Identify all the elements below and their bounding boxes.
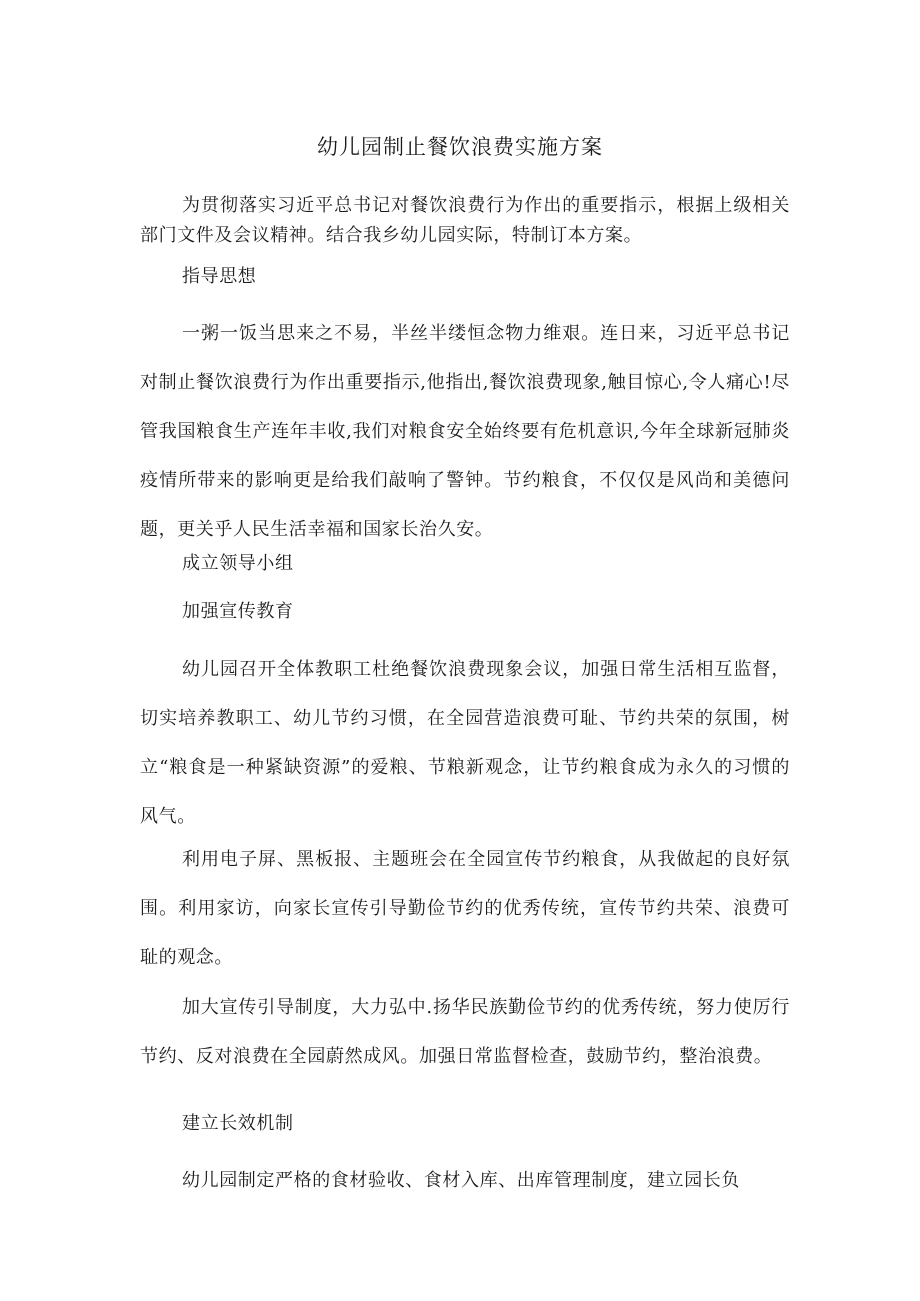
section-heading-publicity: 加强宣传教育 (182, 601, 294, 622)
paragraph-publicity-3: 加大宣传引导制度，大力弘中.扬华民族勤俭节约的优秀传统，努力使厉行节约、反对浪费在全园蔚然成风。加强日常监督检查，鼓励节约，整治浪费。 (140, 997, 790, 1067)
paragraph-mechanism: 幼儿园制定严格的食材验收、食材入库、出库管理制度，建立园长负 (182, 1170, 740, 1191)
section-heading-guiding: 指导思想 (182, 266, 257, 287)
section-heading-mechanism: 建立长效机制 (182, 1113, 294, 1134)
section-heading-group: 成立领导小组 (182, 553, 294, 574)
document-title: 幼儿园制止餐饮浪费实施方案 (317, 135, 603, 159)
intro-paragraph: 为贯彻落实习近平总书记对餐饮浪费行为作出的重要指示，根据上级相关部门文件及会议精神。结合我乡幼儿园实际，特制订本方案。 (140, 195, 790, 246)
paragraph-guiding: 一粥一饭当思来之不易，半丝半缕恒念物力维艰。连日来，习近平总书记对制止餐饮浪费行为作出重要指示,他指出,餐饮浪费现象,触目惊心,令人痛心!尽管我国粮食生产连年丰收,我们对粮食安全始终要有危机意识,今年全球新冠肺炎疫情所带来的影响更是给我们敲响了警钟。节约粮食，不仅仅是风尚和美德问题，更关乎人民生活幸福和国家长治久安。 (140, 323, 790, 540)
paragraph-publicity-2: 利用电子屏、黑板报、主题班会在全园宣传节约粮食，从我做起的良好氛围。利用家访，向家长宣传引导勤俭节约的优秀传统，宣传节约共荣、浪费可耻的观念。 (140, 849, 790, 968)
paragraph-publicity-1: 幼儿园召开全体教职工杜绝餐饮浪费现象会议，加强日常生活相互监督，切实培养教职工、幼儿节约习惯，在全园营造浪费可耻、节约共荣的氛围，树立“粮食是一种紧缺资源”的爱粮、节粮新观念，让节约粮食成为永久的习惯的风气。 (140, 659, 790, 827)
